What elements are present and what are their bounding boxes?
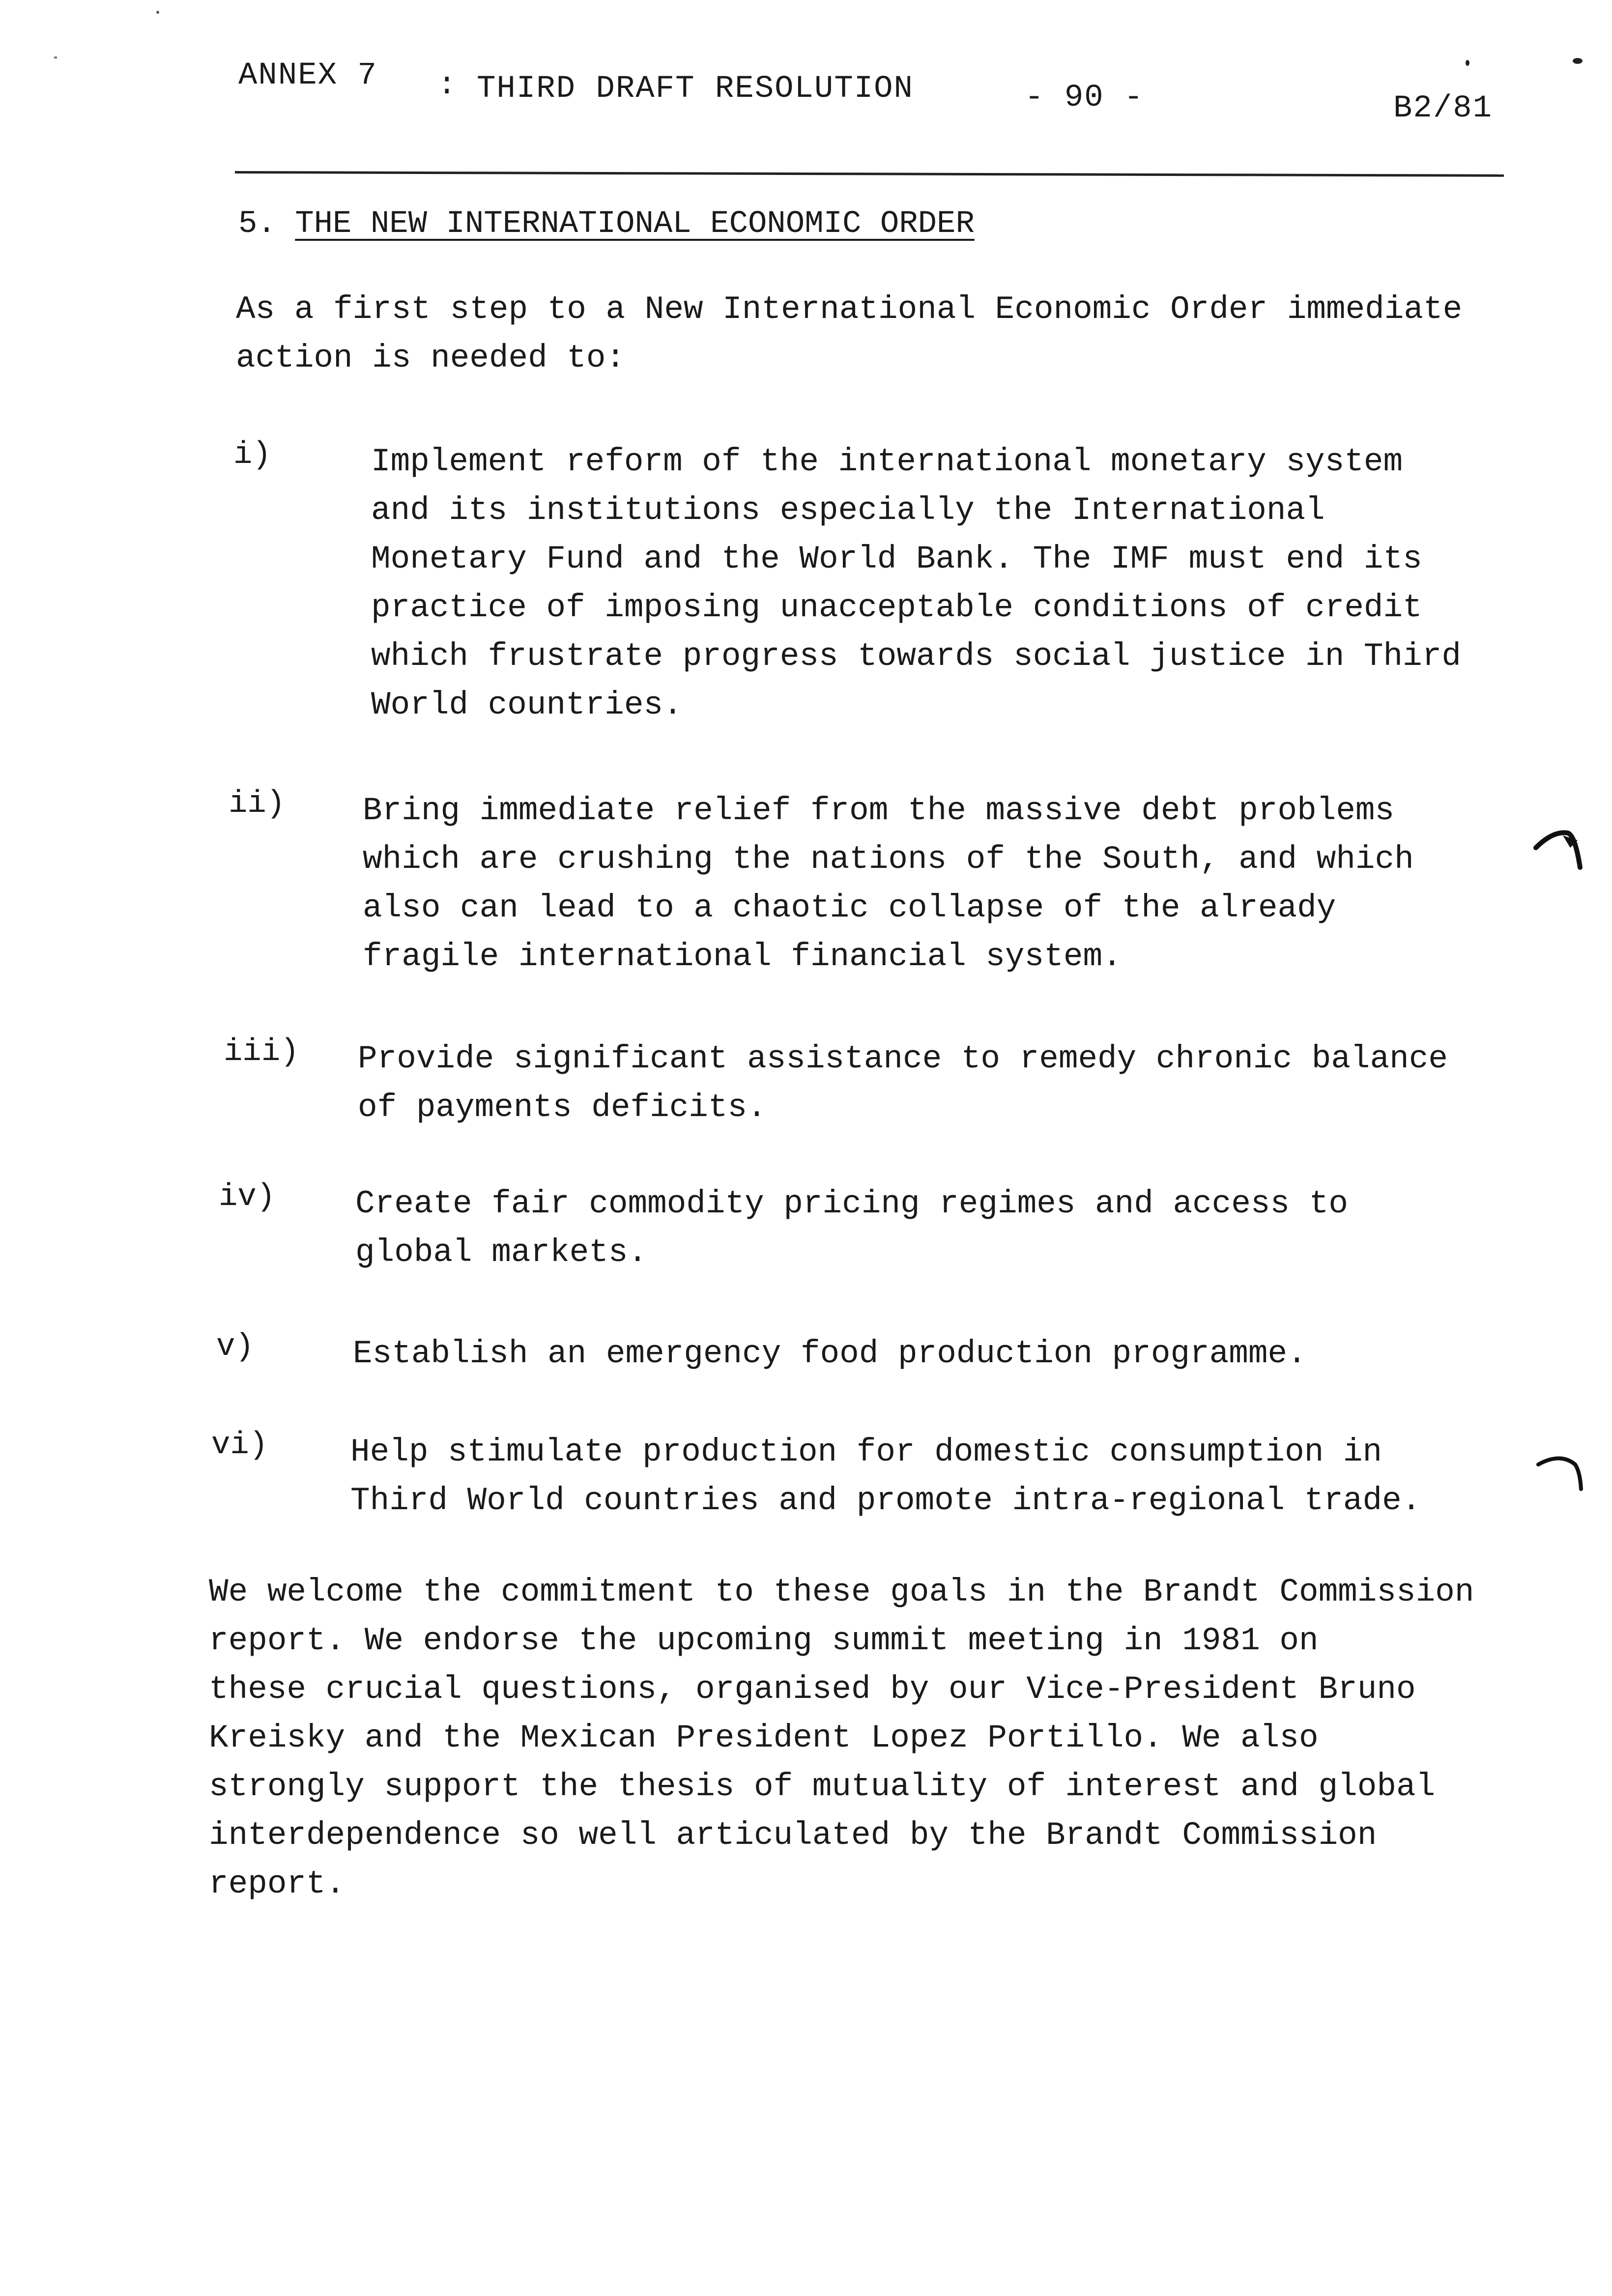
item-line: and its institutions especially the International [371, 492, 1325, 529]
list-item [353, 1329, 1307, 1378]
closing-line: Kreisky and the Mexican President Lopez Portillo. We also [209, 1720, 1319, 1756]
item-number: iv) [219, 1179, 276, 1215]
item-number: iii) [224, 1034, 299, 1070]
closing-line: strongly support the thesis of mutuality of interest and global [209, 1768, 1436, 1805]
speck-mark [54, 57, 57, 58]
list-item [358, 1034, 1448, 1132]
item-line: Implement reform of the international monetary system [371, 443, 1403, 480]
item-line: which are crushing the nations of the South, and which [363, 841, 1414, 878]
item-number: vi) [211, 1428, 268, 1463]
item-line: also can lead to a chaotic collapse of the already [363, 890, 1336, 926]
document-title: THIRD DRAFT RESOLUTION [477, 71, 914, 107]
item-line: Help stimulate production for domestic consumption in [350, 1434, 1382, 1470]
item-line: global markets. [355, 1234, 648, 1271]
item-line: fragile international financial system. [363, 938, 1122, 975]
item-number: v) [216, 1329, 254, 1365]
speck-mark [1573, 58, 1583, 64]
item-line: Monetary Fund and the World Bank. The IMF must end its [371, 541, 1422, 577]
section-heading [238, 206, 975, 242]
speck-mark [1466, 60, 1469, 66]
item-line: which frustrate progress towards social justice in Third [371, 638, 1461, 675]
list-item [355, 1179, 1348, 1277]
margin-mark-icon [1533, 821, 1587, 880]
speck-mark [156, 11, 159, 14]
header-rule [235, 171, 1504, 177]
document-code: B2/81 [1393, 91, 1493, 126]
item-line: Create fair commodity pricing regimes and access to [355, 1185, 1348, 1222]
section-number: 5. [238, 206, 276, 242]
item-number: ii) [229, 786, 286, 822]
item-line: practice of imposing unacceptable conditions of credit [371, 589, 1422, 626]
item-line: Bring immediate relief from the massive debt problems [363, 792, 1395, 829]
header-separator: : [437, 68, 458, 103]
item-line: of payments deficits. [358, 1089, 767, 1126]
item-number: i) [233, 437, 271, 473]
page-number: - 90 - [1025, 80, 1144, 115]
margin-mark-icon [1536, 1450, 1585, 1499]
item-line: World countries. [371, 687, 683, 723]
closing-line: report. [209, 1866, 345, 1902]
intro-line: As a first step to a New International Economic Order immediate [236, 291, 1463, 328]
annex-label: ANNEX 7 [238, 58, 377, 93]
item-line: Provide significant assistance to remedy chronic balance [358, 1040, 1448, 1077]
closing-line: these crucial questions, organised by our Vice-President Bruno [209, 1671, 1416, 1708]
item-line: Establish an emergency food production programme. [353, 1335, 1307, 1372]
list-item [350, 1428, 1421, 1525]
list-item [363, 786, 1414, 981]
closing-line: We welcome the commitment to these goals in the Brandt Commission [209, 1574, 1474, 1610]
section-title: THE NEW INTERNATIONAL ECONOMIC ORDER [295, 206, 975, 242]
intro-paragraph [236, 285, 1462, 382]
item-line: Third World countries and promote intra-regional trade. [350, 1482, 1421, 1519]
list-item [371, 437, 1461, 729]
intro-line: action is needed to: [236, 340, 626, 376]
closing-line: report. We endorse the upcoming summit meeting in 1981 on [209, 1622, 1319, 1659]
closing-line: interdependence so well articulated by the Brandt Commission [209, 1817, 1377, 1854]
closing-paragraph [209, 1568, 1474, 1908]
